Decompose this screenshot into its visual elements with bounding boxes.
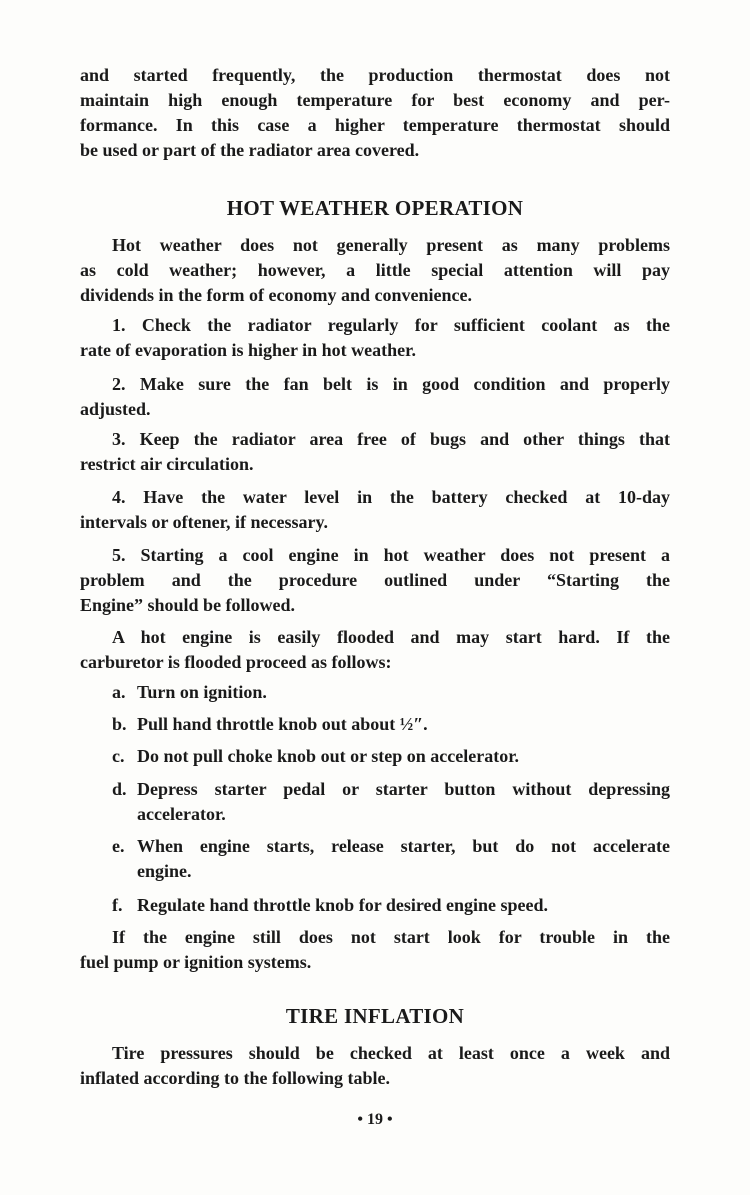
text-line: Regulate hand throttle knob for desired engine speed.	[137, 895, 549, 915]
text-line: inflated according to the following table.	[80, 1068, 390, 1088]
text-line: Hot weather does not generally present as many problems	[112, 235, 670, 255]
emphasis-text: Do not	[137, 746, 189, 766]
text-line: and started frequently, the production thermostat does not	[80, 65, 670, 85]
text-line: restrict air circulation.	[80, 454, 254, 474]
text-line: formance. In this case a higher temperature thermostat should	[80, 115, 670, 135]
text-line: rate of evaporation is higher in hot weather.	[80, 340, 416, 360]
text-line: fuel pump or ignition systems.	[80, 952, 312, 972]
text-line: Engine” should be followed.	[80, 595, 296, 615]
step-label: d.	[112, 779, 127, 799]
text-line: If the engine still does not start look for trouble in the	[112, 927, 670, 947]
text-line: Pull hand throttle knob out about ½″.	[137, 714, 428, 734]
step-label: f.	[112, 895, 123, 915]
step-label: a.	[112, 682, 126, 702]
text-line: be used or part of the radiator area covered.	[80, 140, 420, 160]
text-line: 2. Make sure the fan belt is in good condition and properly	[112, 374, 670, 394]
text-line: 4. Have the water level in the battery checked at 10-day	[112, 487, 670, 507]
text-line: Tire pressures should be checked at least once a week and	[112, 1043, 670, 1063]
text-line: 3. Keep the radiator area free of bugs and other things that	[112, 429, 670, 449]
heading-tire-inflation: TIRE INFLATION	[285, 1004, 465, 1028]
page-number: • 19 •	[357, 1111, 393, 1128]
text-line: dividends in the form of economy and convenience.	[80, 285, 473, 305]
step-label: e.	[112, 836, 125, 856]
text-line	[137, 744, 670, 769]
text-line: A hot engine is easily flooded and may start hard. If the	[112, 627, 670, 647]
text-line: maintain high enough temperature for best economy and per-	[80, 90, 670, 110]
text-line: Depress starter pedal or starter button without depressing	[137, 779, 670, 799]
text-line: Turn on ignition.	[137, 682, 267, 702]
text-line: accelerator.	[137, 804, 226, 824]
text-line: 1. Check the radiator regularly for sufficient coolant as the	[112, 315, 670, 335]
step-label: b.	[112, 714, 127, 734]
text-line: adjusted.	[80, 399, 151, 419]
text-line: carburetor is flooded proceed as follows:	[80, 652, 392, 672]
text-line: as cold weather; however, a little special attention will pay	[80, 260, 670, 280]
text-line: 5. Starting a cool engine in hot weather does not present a	[112, 545, 670, 565]
heading-hot-weather-operation: HOT WEATHER OPERATION	[226, 196, 524, 220]
text-line: intervals or oftener, if necessary.	[80, 512, 328, 532]
text-span: pull choke knob out or step on accelerator.	[188, 746, 520, 766]
text-line: When engine starts, release starter, but do not accelerate	[137, 836, 670, 856]
text-line: engine.	[137, 861, 192, 881]
text-line: problem and the procedure outlined under “Starting the	[80, 570, 670, 590]
step-label: c.	[112, 746, 125, 766]
